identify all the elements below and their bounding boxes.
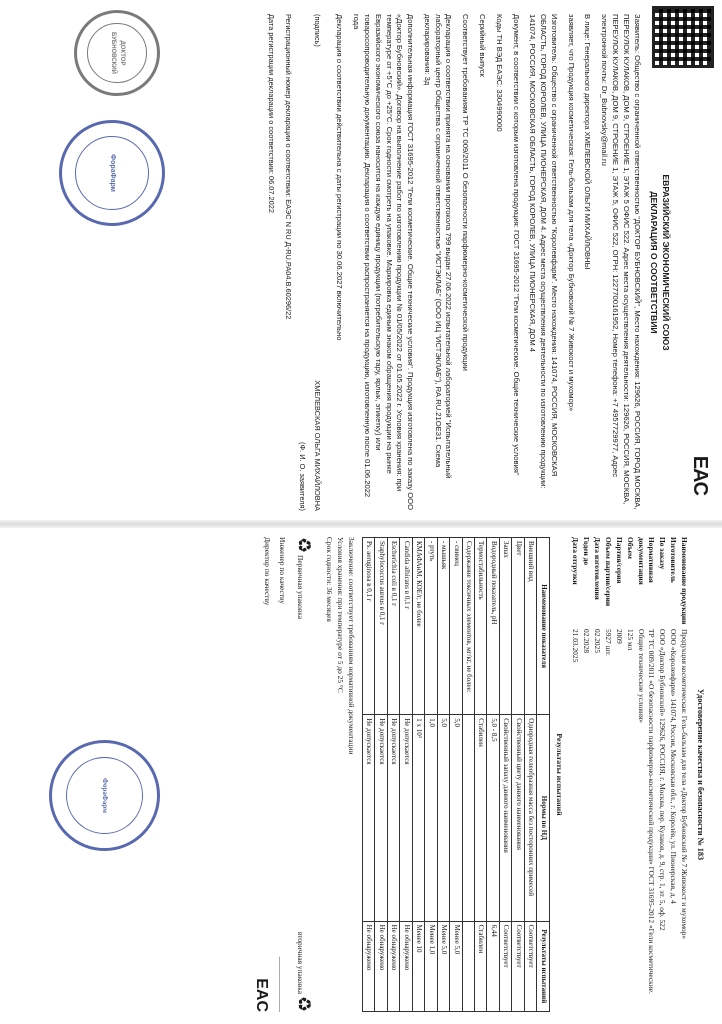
certificate-field: [679, 537, 689, 1012]
certificate-field: [581, 537, 591, 1012]
certificate-field: [668, 537, 678, 1012]
table-cell: Менее 5,0: [437, 921, 449, 1011]
certificate-field: [570, 537, 580, 1012]
packing-secondary-label: вторичная упаковка: [296, 931, 306, 994]
certificate-field: [636, 537, 656, 1012]
certificate-field: [614, 537, 624, 1012]
field-value: 02.2028: [582, 629, 592, 654]
field-value: ООО «Доктор Бубновский» 129626, РОССИЯ, г. Москва, пер. Кулаков, д. 9, стр. 1, эт. 5, оф. 522: [657, 629, 667, 931]
table-cell: Ps. aeruginosa в 0,1 г: [363, 538, 375, 715]
registration-number: Регистрационный номер декларации о соответствии: ЕАЭС N RU Д-RU.РА04.В.60296/22: [283, 14, 293, 320]
recycle-icon: ♻: [294, 537, 315, 554]
stamp-label: ФораФарм: [108, 154, 116, 192]
table-row: [425, 538, 437, 1012]
table-cell: Соответствует: [499, 921, 511, 1011]
table-cell: Не обнаружено: [375, 921, 387, 1011]
packing-label: Первичная упаковка: [296, 555, 306, 620]
field-label: Объем партии/серии: [604, 537, 614, 607]
field-value: 5927 шт.: [604, 629, 614, 656]
field-value: 21.03.2025: [571, 629, 581, 663]
table-row: [363, 538, 375, 1012]
director-label: Директор по качеству: [262, 537, 272, 606]
table-cell: Свойственный запаху данного наименования: [499, 715, 511, 921]
conforms-text: Соответствует требованиям ТР ТС 009/2011 О безопасности парфюмерно-косметической продукции: [461, 14, 471, 371]
table-cell: Свойственный цвету данного наименования: [512, 715, 524, 921]
basis-text: Декларация о соответствии принята на основании протокола 799 выдан 27.06.2022 испытательной лабораторией "Испытательный лабораторный центр Общества с ограниченной ответственностью "ИСТЭКЛАБ" (ООО ИЦ "ИСТЭКЛАБ"), RA.RU.21ОЕ31. Схема декларирования: 3д: [422, 14, 454, 479]
certificate-page: [40, 525, 720, 1024]
table-cell: КМАФАнМ, КОЕ/г, не более: [412, 538, 424, 715]
table-cell: Не обнаружено: [400, 921, 412, 1011]
eac-logo: EAC: [689, 455, 711, 495]
codes-text: Коды ТН ВЭД ЕАЭС: 3304990000: [494, 14, 504, 132]
table-row: [437, 538, 449, 1012]
table-cell: 6,44: [487, 921, 499, 1011]
qr-code-icon: [652, 6, 714, 68]
cert-stamp-label: ФораФарм: [101, 778, 110, 813]
field-value: 125 мл: [626, 629, 636, 651]
serial-text: Серийный выпуск: [478, 14, 487, 77]
declares-text: заявляет, что Продукция косметическая: Гель-бальзам для тела «Доктор Бубновский № 7 Живокост и мухомор»: [566, 14, 576, 412]
certificate-title: Удостоверение качества и безопасности № 183: [696, 688, 705, 861]
certificate-field: [592, 537, 602, 1012]
registration-date: Дата регистрации декларации о соответствии: 06.07.2022: [267, 14, 277, 213]
declaration-header-title: ДЕКЛАРАЦИЯ О СООТВЕТСТВИИ: [648, 191, 659, 334]
certificate-field: [603, 537, 613, 1012]
company-stamp-icon: [59, 120, 165, 226]
controller-label: Инженер по качеству: [277, 537, 287, 604]
signer-name-label: (Ф. И. О. заявителя): [298, 442, 308, 511]
table-cell: - ртуть: [425, 538, 437, 715]
table-cell: Не обнаружено: [387, 921, 399, 1011]
certificate-field: [657, 537, 667, 1012]
field-label: Дата изготовления: [593, 537, 603, 600]
storage-text: Условия хранения: при температуре от 5 до 25 °С: [336, 537, 346, 693]
table-cell: Водородный показатель, pH: [487, 538, 499, 715]
table-cell: Внешний вид: [524, 538, 536, 715]
extra-info-text: Дополнительная информация ГОСТ 31695-2012 "Гели косметические. Общие технические условия". Продукция изготовлена по заказу ООО «Доктор Бубновский». Договор на выполнение работ по изготовлению продукции № 01/05/2022 от 01.05.2022 г. Условия хранения: при температуре от +5°С до +25°С. Срок годности смотреть на упаковке. Маркировка единым знаком обращения продукции на рынке Евразийского экономического союза наносится на каждую единицу продукции (потребительскую тару, ярлык, этикетку) или товаросопроводительную документацию. Декларация о соответствии распространяется на продукцию, изготовленную после 01.06.2022 года: [352, 14, 416, 510]
table-cell: [462, 921, 474, 1011]
field-label: Нормативная документация: [637, 537, 656, 585]
table-row: [400, 538, 412, 1012]
field-label: Дата отгрузки: [571, 537, 581, 585]
table-cell: Не обнаружено: [363, 921, 375, 1011]
table-row: [487, 538, 499, 1012]
table-cell: Запах: [499, 538, 511, 715]
signature-label: (подпись): [312, 14, 322, 47]
field-value: Продукция косметическая: Гель-бальзам для тела «Доктор Бубновский № 7 Живокост и мухомор»: [679, 629, 689, 940]
table-row: [512, 538, 524, 1012]
applicant-stamp-icon: [74, 10, 160, 96]
table-cell: Соответствует: [524, 921, 536, 1011]
manufacturer-text: Изготовитель: Общество с ограниченной ответственностью "Королевфарм". Место нахождения: 141074, РОССИЯ, МОСКОВСКАЯ ОБЛАСТЬ, ГОРОД КОРОЛЕВ, УЛИЦА ПИОНЕРСКАЯ, ДОМ 4. Адрес места осуществления деятельности по изготовлению продукции: 141074, РОССИЯ, МОСКОВСКАЯ ОБЛАСТЬ, ГОРОД КОРОЛЕВ, УЛИЦА ПИОНЕРСКАЯ, ДОМ 4: [528, 14, 559, 489]
table-cell: Не допускается: [375, 715, 387, 921]
stamp-label-2: ДОКТОР БУБНОВСКИЙ: [110, 32, 125, 74]
table-cell: 5,0: [450, 715, 462, 921]
table-cell: Соответствует: [512, 921, 524, 1011]
field-value: ТР ТС 009/2011 «О безопасности парфюмерно-косметической продукции» ГОСТ 31695-2012 «Гели косметические. Общие технические условия»: [637, 629, 656, 994]
table-row: [450, 538, 462, 1012]
recycle-icon: ♻: [294, 995, 315, 1012]
table-cell: Escherichia coli в 0,1 г: [387, 538, 399, 715]
person-text: В лице: Генерального директора ХМЕЛЕВСКОЙ ОЛЬГИ МИХАЙЛОВНЫ: [583, 14, 593, 270]
table-row: [524, 538, 536, 1012]
table-row: [375, 538, 387, 1012]
shelf-life-text: Срок годности: 36 месяцев: [325, 537, 335, 622]
table-cell: 5,0: [437, 715, 449, 921]
field-label: Изготовитель: [668, 537, 678, 583]
certificate-fields: [570, 537, 689, 1012]
conclusion-text: Заключение: соответствует требованиям нормативной документации: [347, 537, 357, 755]
table-cell: Менее 1,0: [425, 921, 437, 1011]
table-cell: Не допускается: [363, 715, 375, 921]
table-cell: Менее 10: [412, 921, 424, 1011]
signature-line: _______________: [277, 956, 287, 1012]
validity-text: Декларация о соответствии действительна с даты регистрации по 30.06.2027 включительно: [335, 14, 345, 341]
declaration-page: [40, 0, 720, 525]
applicant-text: Заявитель: Общество с ограниченной ответственностью "ДОКТОР БУБНОВСКИЙ", Место нахождения: 129626, РОССИЯ, ГОРОД МОСКВА, ПЕРЕУЛОК КУЛАКОВ, ДОМ 9, СТРОЕНИЕ 1, ЭТАЖ 5 ОФИС 522. Адрес места осуществления деятельности: 129626, РОССИЯ, МОСКВА, ПЕРЕУЛОК КУЛАКОВ, ДОМ 9, СТРОЕНИЕ 1, ЭТАЖ 5, ОФИС 522, ОГРН: 1227700161952, Номер телефона: +7 4957729977, Адрес электронной почты: Dr_Bubnovsky@mail.ru: [600, 14, 642, 510]
table-cell: Однородная гелеобразная масса без посторонних примесей: [524, 715, 536, 921]
quality-stamp-icon: [49, 740, 160, 851]
table-cell: - мышьяк: [437, 538, 449, 715]
field-label: Наименование продукции: [679, 537, 689, 625]
table-header: Результаты испытаний: [537, 921, 549, 1011]
document-text: Документ, в соответствии с которым изготовлена продукция: ГОСТ 31695-2012 "Гели косметические. Общие технические условия": [511, 14, 521, 476]
table-cell: [462, 715, 474, 921]
table-cell: 1 x 10³: [412, 715, 424, 921]
signer-name: ХМЕЛЕВСКАЯ ОЛЬГА МИХАЙЛОВНА: [312, 380, 322, 511]
table-cell: Staphylococcus aureus в 0,1 г: [375, 538, 387, 715]
table-cell: Стабилен: [474, 921, 486, 1011]
table-row: [462, 538, 474, 1012]
table-cell: Менее 5,0: [450, 921, 462, 1011]
field-label: По заказу: [657, 537, 667, 570]
table-cell: Стабилен: [474, 715, 486, 921]
certificate-field: [625, 537, 635, 1012]
results-title: Результаты испытаний: [555, 733, 565, 816]
table-row: [474, 538, 486, 1012]
table-row: [387, 538, 399, 1012]
eac-logo: EAC: [252, 978, 270, 1012]
field-value: ООО «Королевфарм» 141074, Россия, Московская обл., г. Королёв, ул. Пионерская, д. 4: [668, 629, 678, 904]
table-cell: Не допускается: [387, 715, 399, 921]
field-label: Объем: [626, 537, 636, 559]
table-row: [412, 538, 424, 1012]
field-label: Партия/серия: [615, 537, 625, 584]
table-cell: Не допускается: [400, 715, 412, 921]
table-cell: Цвет: [512, 538, 524, 715]
table-row: [499, 538, 511, 1012]
table-cell: Термостабильность: [474, 538, 486, 715]
table-cell: 1,0: [425, 715, 437, 921]
table-header: Наименование показателя: [537, 538, 549, 715]
table-cell: 5,0 - 8,5: [487, 715, 499, 921]
table-header: Нормы по НД: [537, 715, 549, 921]
results-table: [362, 537, 550, 1012]
field-value: 2009: [615, 629, 625, 644]
table-cell: Candida albicans в 0,1 г: [400, 538, 412, 715]
field-value: 02.2025: [593, 629, 603, 654]
declaration-header-union: ЕВРАЗИЙСКИЙ ЭКОНОМИЧЕСКИЙ СОЮЗ: [661, 174, 671, 351]
field-label: Годен до: [582, 537, 592, 566]
table-cell: - свинец: [450, 538, 462, 715]
table-cell: Содержание токсичных элементов, мг/кг, не более:: [462, 538, 474, 715]
